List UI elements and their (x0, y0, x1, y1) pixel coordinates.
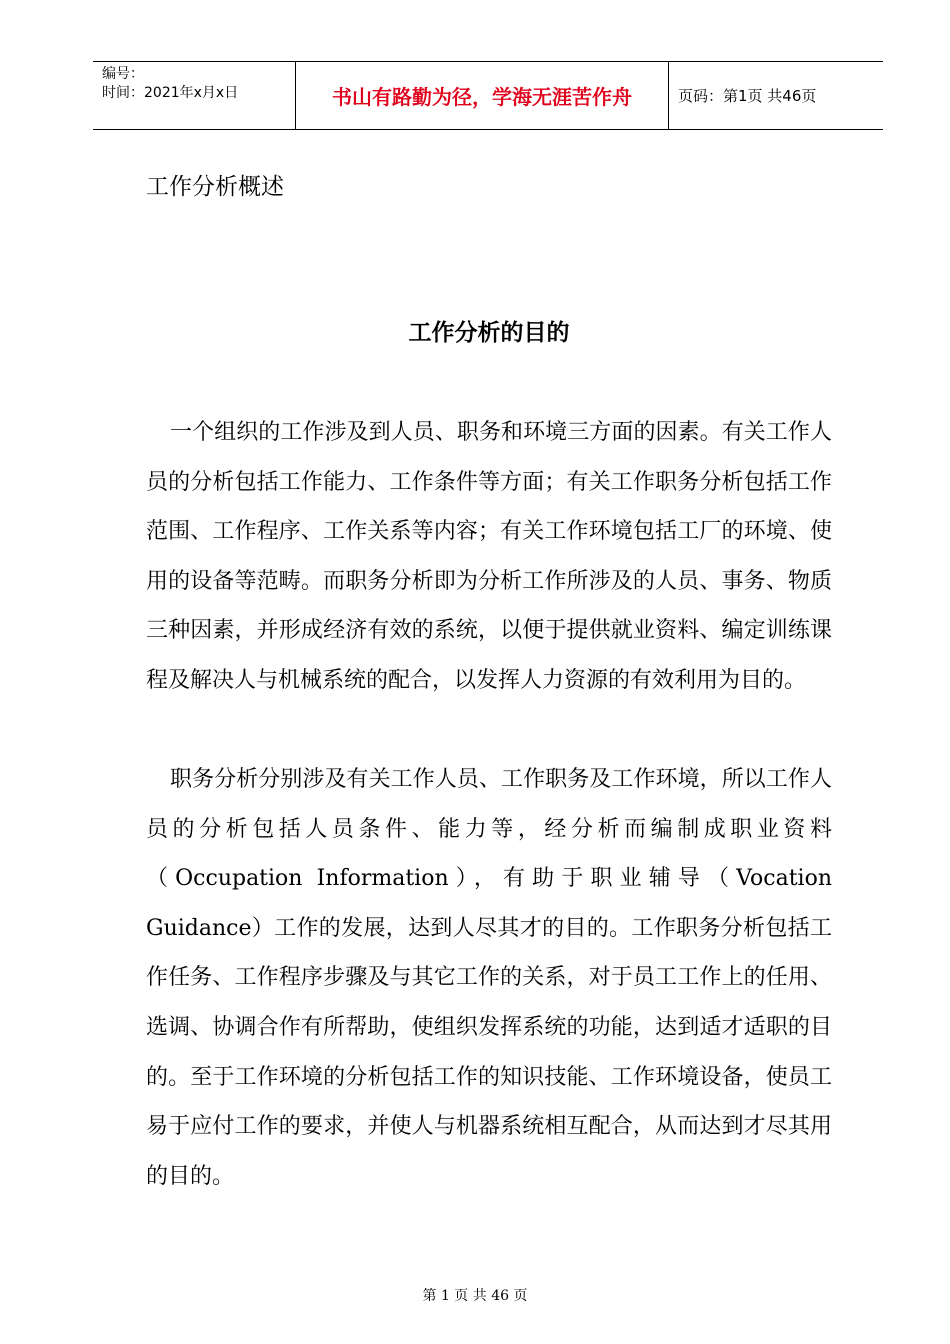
header-meta (93, 62, 295, 129)
document-subject: 工作分析概述 (146, 174, 284, 200)
section-title: 工作分析的目的 (408, 320, 570, 346)
header-date: 时间：2021年x月x日 (102, 85, 239, 101)
page-header (93, 61, 883, 130)
paragraph-purpose-1: 一个组织的工作涉及到人员、职务和环境三方面的因素。有关工作人员的分析包括工作能力、工作条件等方面；有关工作职务分析包括工作范围、工作程序、工作关系等内容；有关工作环境包括工厂的环境、使用的设备等范畴。而职务分析即为分析工作所涉及的人员、事务、物质三种因素，并形成经济有效的系统，以便于提供就业资料、编定训练课程及解决人与机械系统的配合，以发挥人力资源的有效利用为目的。 (146, 420, 832, 693)
header-number-label: 编号： (102, 66, 144, 82)
header-slogan: 书山有路勤为径，学海无涯苦作舟 (295, 62, 669, 129)
paragraph-purpose-2: 职务分析分别涉及有关工作人员、工作职务及工作环境，所以工作人员的分析包括人员条件、能力等，经分析而编制成职业资料（Occupation Information），有助于职业辅导（Vocation Guidance）工作的发展，达到人尽其才的目的。工作职务分析包括工作任务、工作程序步骤及与其它工作的关系，对于员工工作上的任用、选调、协调合作有所帮助，使组织发挥系统的功能，达到适才适职的目的。至于工作环境的分析包括工作的知识技能、工作环境设备，使员工易于应付工作的要求，并使人与机器系统相互配合，从而达到才尽其用的目的。 (146, 767, 832, 1189)
header-page-info: 页码：第1页 共46页 (678, 87, 817, 105)
page-footer-number: 第 1 页 共 46 页 (422, 1288, 528, 1304)
